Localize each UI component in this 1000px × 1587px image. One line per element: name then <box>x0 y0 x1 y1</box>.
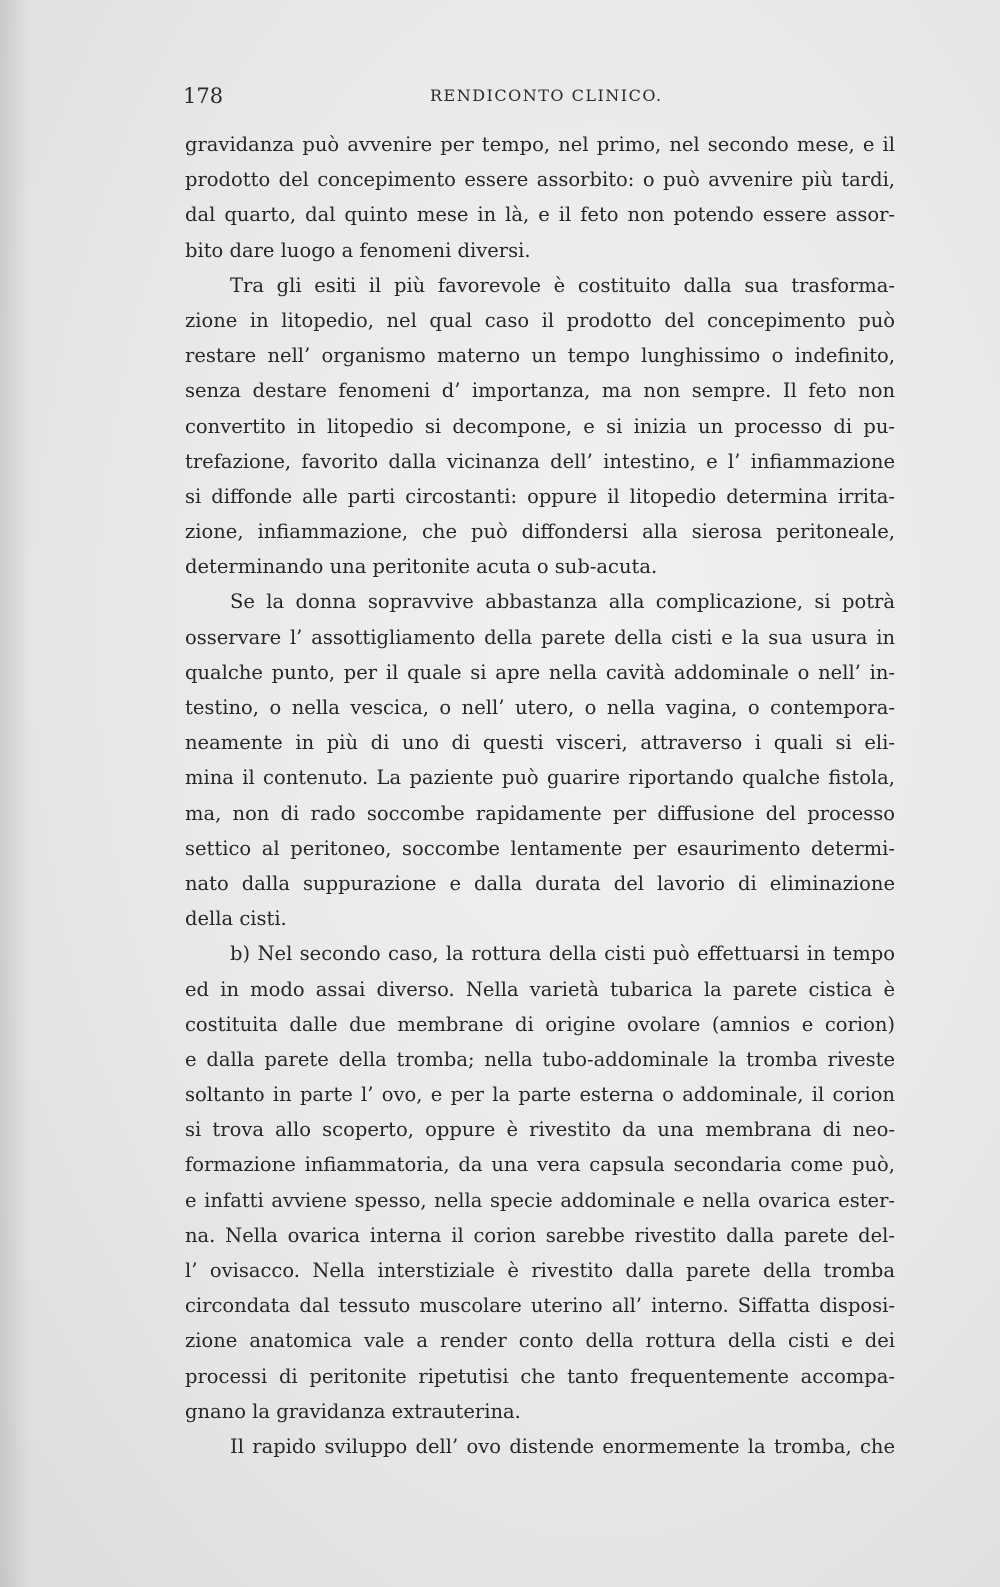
text-line: b) Nel secondo caso, la rottura della cisti può effettuarsi in tempo <box>230 942 895 966</box>
text-line: settico al peritoneo, soccombe lentamente per esaurimento determi- <box>185 836 895 860</box>
text-line: formazione infiammatoria, da una vera capsula secondaria come può, <box>185 1153 895 1177</box>
text-line: qualche punto, per il quale si apre nella cavità addominale o nell’ in- <box>185 660 895 684</box>
text-line: bito dare luogo a fenomeni diversi. <box>185 238 531 262</box>
page-header <box>183 84 893 114</box>
text-line: costituita dalle due membrane di origine ovolare (amnios e corion) <box>185 1012 895 1036</box>
text-line: dal quarto, dal quinto mese in là, e il feto non potendo essere assor- <box>185 203 895 227</box>
text-line: processi di peritonite ripetutisi che tanto frequentemente accompa- <box>185 1364 895 1388</box>
body-text <box>185 127 895 1464</box>
text-line: l’ ovisacco. Nella interstiziale è rivestito dalla parete della tromba <box>185 1259 895 1282</box>
text-line: Se la donna sopravvive abbastanza alla complicazione, si potrà <box>230 590 895 614</box>
page-edge-shadow <box>0 0 30 1587</box>
text-line: restare nell’ organismo materno un tempo lunghissimo o indefinito, <box>185 344 895 368</box>
text-line: gnano la gravidanza extrauterina. <box>185 1399 521 1423</box>
text-line: neamente in più di uno di questi visceri, attraverso i quali si eli- <box>185 731 895 755</box>
text-line: zione, infiammazione, che può diffondersi alla sierosa peritoneale, <box>185 520 895 544</box>
text-line: nato dalla suppurazione e dalla durata del lavorio di eliminazione <box>185 871 895 895</box>
running-head: RENDICONTO CLINICO. <box>430 86 663 105</box>
text-line: zione in litopedio, nel qual caso il prodotto del concepimento può <box>185 308 895 332</box>
text-line: determinando una peritonite acuta o sub-acuta. <box>185 555 658 579</box>
text-line: ma, non di rado soccombe rapidamente per diffusione del processo <box>185 801 895 825</box>
text-line: zione anatomica vale a render conto della rottura della cisti e dei <box>185 1329 895 1353</box>
text-line: na. Nella ovarica interna il corion sarebbe rivestito dalla parete del- <box>185 1223 895 1247</box>
text-line: testino, o nella vescica, o nell’ utero, o nella vagina, o contempora- <box>185 696 895 719</box>
text-line: trefazione, favorito dalla vicinanza dell’ intestino, e l’ infiammazione <box>185 449 895 473</box>
text-line: soltanto in parte l’ ovo, e per la parte esterna o addominale, il corion <box>185 1083 895 1107</box>
text-line: della cisti. <box>185 907 287 931</box>
text-line: senza destare fenomeni d’ importanza, ma non sempre. Il feto non <box>185 379 895 403</box>
text-line: osservare l’ assottigliamento della parete della cisti e la sua usura in <box>185 625 895 649</box>
text-line: e dalla parete della tromba; nella tubo-addominale la tromba riveste <box>185 1047 895 1071</box>
text-line: e infatti avviene spesso, nella specie addominale e nella ovarica ester- <box>185 1188 895 1212</box>
text-line: Il rapido sviluppo dell’ ovo distende enormemente la tromba, che <box>230 1434 895 1458</box>
text-line: prodotto del concepimento essere assorbito: o può avvenire più tardi, <box>185 168 895 192</box>
text-line: si diffonde alle parti circostanti: oppure il litopedio determina irrita- <box>185 484 895 508</box>
text-line: Tra gli esiti il più favorevole è costituito dalla sua trasforma- <box>230 273 895 297</box>
text-line: si trova allo scoperto, oppure è rivestito da una membrana di neo- <box>185 1118 895 1142</box>
text-line: ed in modo assai diverso. Nella varietà tubarica la parete cistica è <box>185 977 895 1001</box>
text-line: gravidanza può avvenire per tempo, nel primo, nel secondo mese, e il <box>185 133 895 156</box>
text-line: circondata dal tessuto muscolare uterino all’ interno. Siffatta disposi- <box>185 1294 895 1318</box>
page-number: 178 <box>183 84 224 108</box>
text-line: convertito in litopedio si decompone, e si inizia un processo di pu- <box>185 414 895 438</box>
text-line: mina il contenuto. La paziente può guarire riportando qualche fistola, <box>185 766 895 790</box>
